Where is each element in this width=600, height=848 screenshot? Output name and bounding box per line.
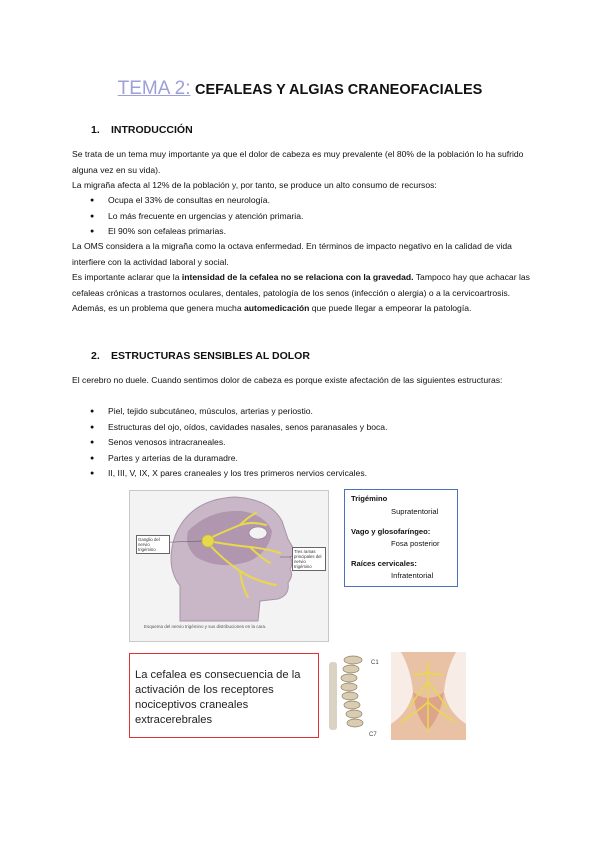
list-item: ● Partes y arterias de la duramadre. bbox=[72, 451, 387, 467]
list-item: ● Lo más frecuente en urgencias y atención primaria. bbox=[72, 209, 303, 225]
legend-value: Fosa posterior bbox=[391, 539, 440, 548]
legend-key: Trigémino bbox=[351, 494, 388, 503]
text-run: Tampoco hay que achacar las cefaleas crónicas a trastornos oculares, dentales, patología de los senos (infección o alergia) o a la cervicoartrosis. Además, es un problema que genera mucha bbox=[72, 272, 530, 314]
cervical-spine-illustration bbox=[325, 652, 383, 742]
callout-box bbox=[129, 653, 319, 738]
section-heading-structures bbox=[91, 350, 310, 362]
legend-key: Raíces cervicales: bbox=[351, 559, 417, 568]
list-item: ● Senos venosos intracraneales. bbox=[72, 435, 387, 451]
bold-text-run: automedicación bbox=[243, 303, 310, 314]
label-trigeminal-ganglion: Ganglio del nervio trigémino bbox=[136, 535, 170, 554]
list-item: ● El 90% son cefaleas primarias. bbox=[72, 224, 303, 240]
cervical-nerves-illustration bbox=[391, 652, 466, 740]
figure-caption: Esquema del nervio trigémino y sus distribuciones en la cara. bbox=[144, 624, 267, 629]
intro-paragraph-1: Se trata de un tema muy importante ya que el dolor de cabeza es muy prevalente (el 80% de la población lo ha sufrido alguna vez en su vida). bbox=[72, 149, 524, 175]
structures-paragraph: El cerebro no duele. Cuando sentimos dolor de cabeza es porque existe afectación de las siguientes estructuras: bbox=[72, 375, 503, 385]
list-item: ● Piel, tejido subcutáneo, músculos, arterias y periostio. bbox=[72, 404, 387, 420]
spine-label-bottom: C7 bbox=[369, 732, 377, 738]
intro-bullet-list bbox=[72, 193, 303, 240]
legend-value: Infratentorial bbox=[391, 571, 434, 580]
trigeminal-nerve-figure bbox=[129, 490, 329, 642]
intro-paragraph-2: La migraña afecta al 12% de la población y, por tanto, se produce un alto consumo de recursos: bbox=[72, 180, 437, 190]
title-text: CEFALEAS Y ALGIAS CRANEOFACIALES bbox=[194, 82, 483, 98]
page-title bbox=[0, 78, 600, 100]
list-item: ● Ocupa el 33% de consultas en neurología. bbox=[72, 193, 303, 209]
nerve-region-legend bbox=[344, 489, 458, 587]
list-item: ● II, III, V, IX, X pares craneales y los tres primeros nervios cervicales. bbox=[72, 466, 387, 482]
section-number: 1. bbox=[91, 124, 100, 136]
intro-paragraph-3: La OMS considera a la migraña como la octava enfermedad. En términos de impacto negativo en la calidad de vida interfiere con la actividad laboral y social. bbox=[72, 241, 512, 267]
section-title: ESTRUCTURAS SENSIBLES AL DOLOR bbox=[111, 350, 310, 362]
section-title: INTRODUCCIÓN bbox=[111, 124, 193, 136]
text-run: que puede llegar a empeorar la patología. bbox=[309, 303, 472, 314]
section-heading-intro bbox=[91, 124, 193, 136]
neck-nerves-drawing bbox=[391, 652, 466, 740]
callout-text: La cefalea es consecuencia de la activación de los receptores nociceptivos craneales extracerebrales bbox=[135, 669, 301, 726]
section-number: 2. bbox=[91, 350, 100, 362]
intro-paragraph-4 bbox=[72, 270, 532, 317]
legend-key: Vago y glosofaríngeo: bbox=[351, 527, 431, 536]
label-trigeminal-branches: Tres ramas principales del nervio trigémino bbox=[292, 547, 326, 571]
text-run: Es importante aclarar que la bbox=[72, 272, 182, 282]
structures-bullet-list bbox=[72, 404, 387, 482]
bold-text-run: intensidad de la cefalea no se relaciona con la gravedad. bbox=[181, 272, 414, 282]
title-number: TEMA 2: bbox=[117, 78, 191, 99]
legend-value: Supratentorial bbox=[391, 507, 439, 516]
spine-label-top: C1 bbox=[371, 660, 379, 666]
list-item: ● Estructuras del ojo, oídos, cavidades nasales, senos paranasales y boca. bbox=[72, 420, 387, 436]
